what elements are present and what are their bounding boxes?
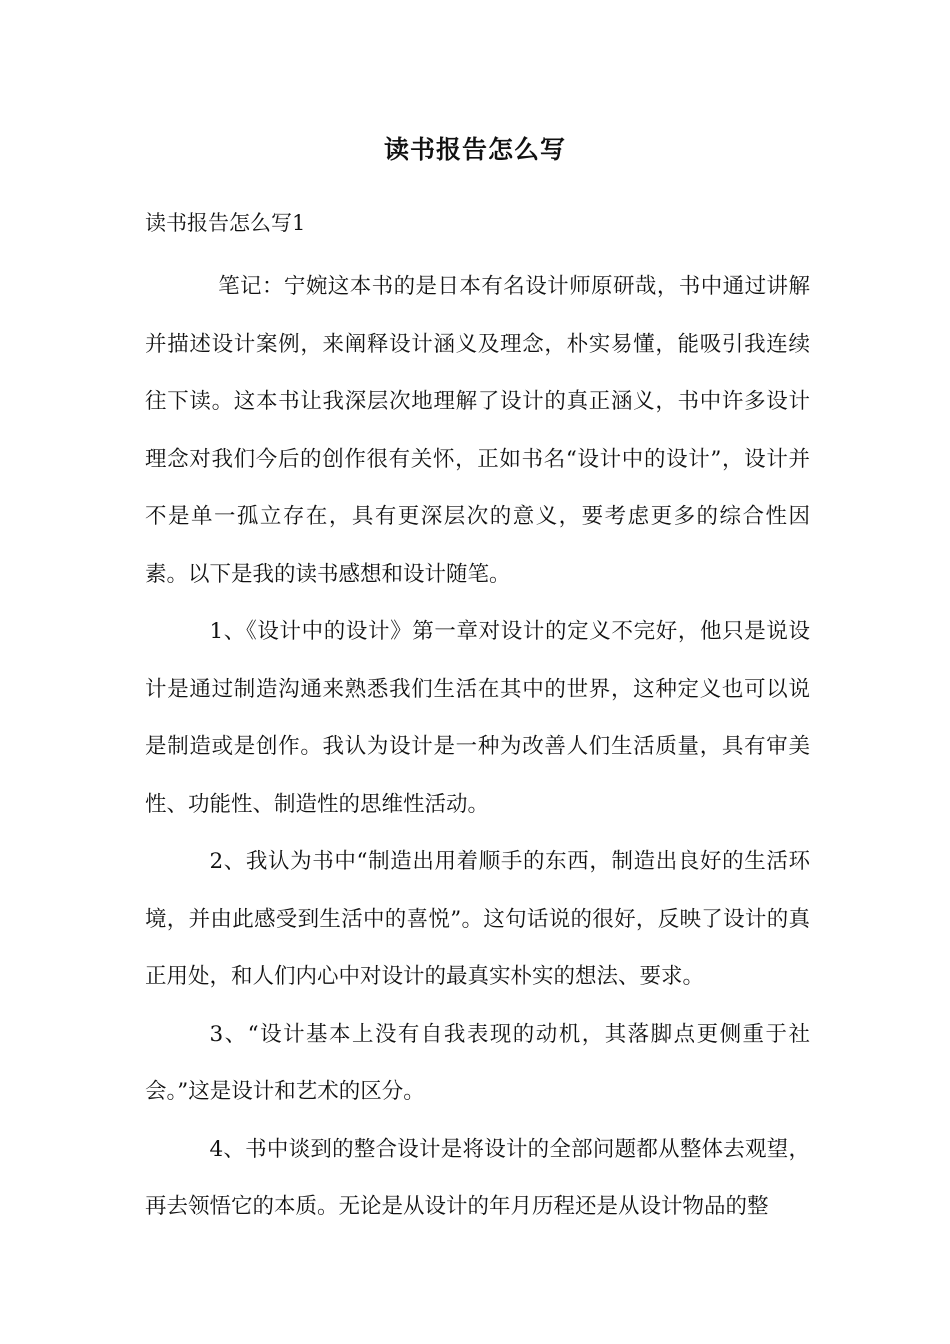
document-body [145,258,810,1236]
section-heading: 读书报告怎么写1 [145,211,306,235]
paragraph-point-2: 2、我认为书中“制造出用着顺手的东西，制造出良好的生活环境，并由此感受到生活中的喜悦”。这句话说的很好，反映了设计的真正用处，和人们内心中对设计的最真实朴实的想法、要求。 [145,849,810,989]
paragraph-point-4: 4、书中谈到的整合设计是将设计的全部问题都从整体去观望，再去领悟它的本质。无论是从设计的年月历程还是从设计物品的整 [145,1136,810,1219]
paragraph-point-1: 1、《设计中的设计》第一章对设计的定义不完好，他只是说设计是通过制造沟通来熟悉我们生活在其中的世界，这种定义也可以说是制造或是创作。我认为设计是一种为改善人们生活质量，具有审美性、功能性、制造性的思维性活动。 [145,619,810,817]
document-title: 读书报告怎么写 [383,135,566,164]
paragraph-point-3: 3、“设计基本上没有自我表现的动机，其落脚点更侧重于社会。”这是设计和艺术的区分。 [145,1021,810,1104]
paragraph-intro: 笔记：宁婉这本书的是日本有名设计师原研哉，书中通过讲解并描述设计案例，来阐释设计涵义及理念，朴实易懂，能吸引我连续往下读。这本书让我深层次地理解了设计的真正涵义，书中许多设计理念对我们今后的创作很有关怀，正如书名“设计中的设计”，设计并不是单一孤立存在，具有更深层次的意义，要考虑更多的综合性因素。以下是我的读书感想和设计随笔。 [145,274,810,587]
